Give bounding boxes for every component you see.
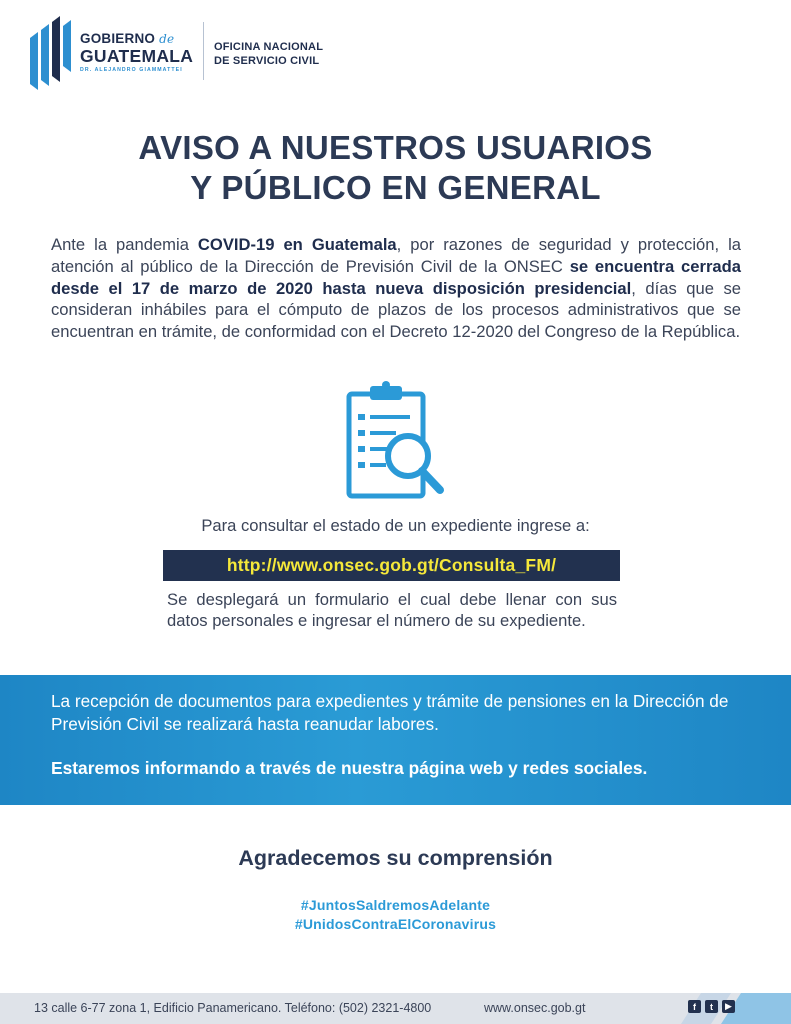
facebook-icon[interactable]: f bbox=[688, 1000, 701, 1013]
intro-paragraph: Ante la pandemia COVID-19 en Guatemala, por razones de seguridad y protección, la atención al público de la Dirección de Previsión Civil de la ONSEC se encuentra cerrada desde el 17 de marzo de 2020 hasta nueva disposición presidencial, días que se consideran inhábiles para el cómputo de plazos de los procesos administrativos que se encuentran en trámite, de conformidad con el Decreto 12-2020 del Congreso de la República. bbox=[51, 235, 741, 342]
consult-instructions: Para consultar el estado de un expediente ingrese a: bbox=[201, 516, 590, 535]
consult-url-box[interactable] bbox=[163, 550, 620, 581]
logo-subtitle: DR. ALEJANDRO GIAMMATTEI bbox=[80, 67, 183, 73]
youtube-icon[interactable]: ▶ bbox=[722, 1000, 735, 1013]
consult-url-link[interactable]: http://www.onsec.gob.gt/Consulta_FM/ bbox=[226, 555, 557, 575]
logo-divider bbox=[203, 22, 204, 80]
footer-address: 13 calle 6-77 zona 1, Edificio Panamericano. Teléfono: (502) 2321-4800 bbox=[34, 1001, 432, 1015]
logo-bars-icon bbox=[28, 16, 76, 92]
logo-gobierno-text: GOBIERNO de bbox=[80, 31, 175, 46]
government-logo bbox=[28, 16, 348, 92]
hashtag-juntos: #JuntosSaldremosAdelante bbox=[300, 897, 491, 913]
clipboard-search-icon bbox=[344, 380, 448, 504]
band-inform-text: Estaremos informando a través de nuestra página web y redes sociales. bbox=[51, 758, 648, 778]
band-reception-text: La recepción de documentos para expedientes y trámite de pensiones en la Dirección de Previsión Civil se realizará hasta reanudar labores. bbox=[51, 691, 729, 734]
logo-guatemala-text: GUATEMALA bbox=[80, 46, 194, 66]
twitter-icon[interactable]: t bbox=[705, 1000, 718, 1013]
office-name: OFICINA NACIONAL DE SERVICIO CIVIL bbox=[214, 41, 324, 67]
thanks-heading: Agradecemos su comprensión bbox=[238, 846, 553, 870]
page-title: AVISO A NUESTROS USUARIOS Y PÚBLICO EN GENERAL bbox=[138, 129, 653, 206]
footer-website-link[interactable]: www.onsec.gob.gt bbox=[484, 1001, 586, 1015]
hashtag-unidos: #UnidosContraElCoronavirus bbox=[294, 916, 497, 932]
form-note: Se desplegará un formulario el cual debe llenar con sus datos personales e ingresar el número de su expediente. bbox=[167, 590, 617, 630]
